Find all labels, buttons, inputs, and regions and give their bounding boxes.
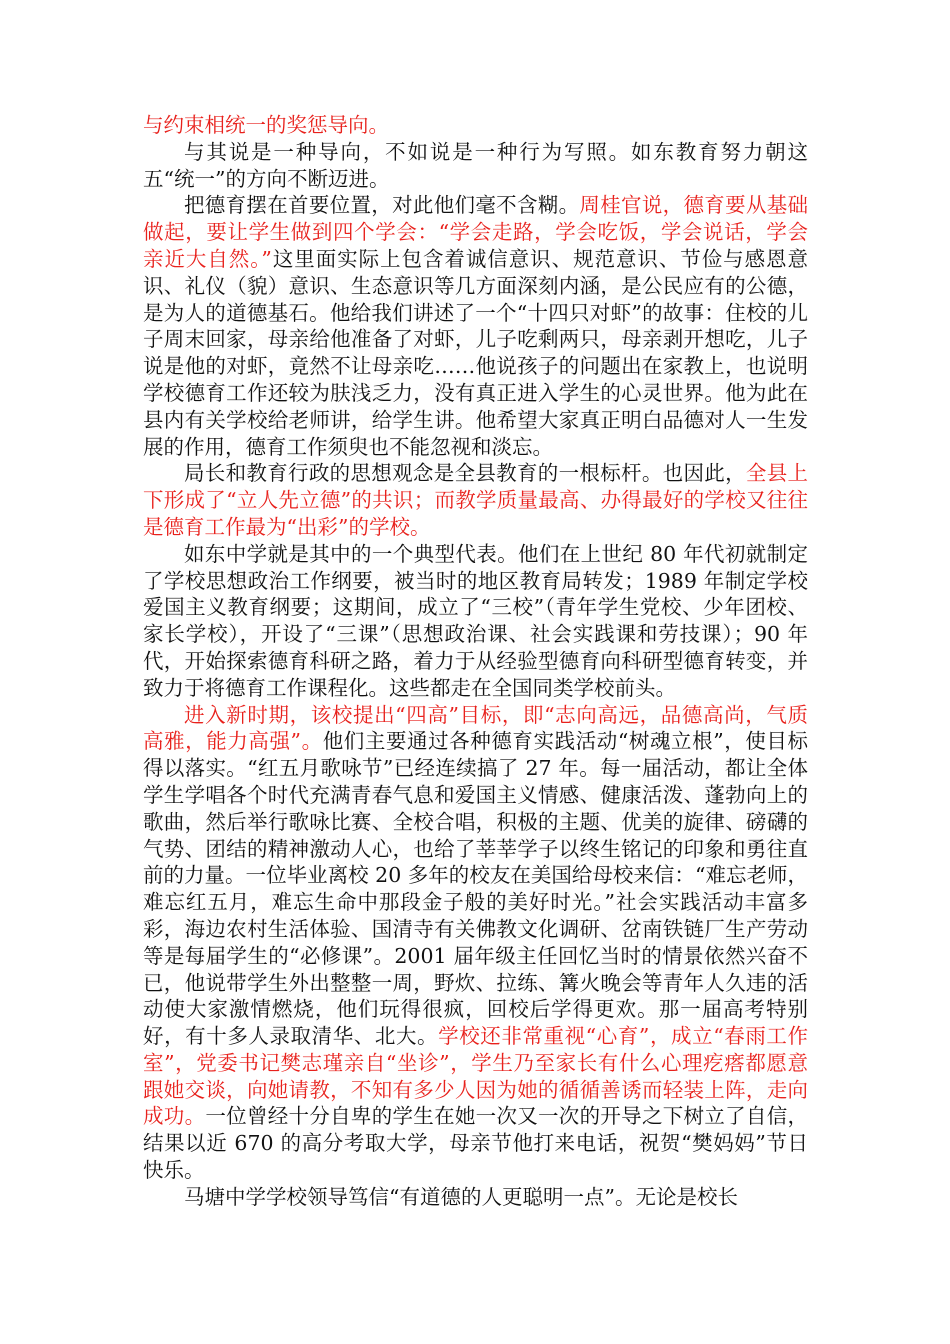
highlighted-text: 与约束相统一的奖惩导向。 <box>143 113 389 137</box>
highlighted-text: 进入新时期，该校提出“四高”目标，即“志向高远，品德高尚，气质高雅，能力高强”。 <box>143 702 808 754</box>
highlighted-text: 全县上下形成了“立人先立德”的共识；而教学质量最高、办得最好的学校又往往是德育工作最为“出彩”的学校。 <box>143 461 809 539</box>
paragraph <box>143 541 808 702</box>
highlighted-text: 周桂官说，德育要从基础做起，要让学生做到四个学会：“学会走路，学会吃饭，学会说话，学会亲近大自然。” <box>143 193 809 271</box>
paragraph <box>143 139 808 193</box>
body-text: 他们主要通过各种德育实践活动“树魂立根”，使目标得以落实。“红五月歌咏节”已经连续搞了 27 年。每一届活动，都让全体学生学唱各个时代充满青春气息和爱国主义情感、健康活泼、蓬勃向上的歌曲，然后举行歌咏比赛、全校合唱，积极的主题、优美的旋律、磅礴的气势、团结的精神激动人心，也给了莘莘学子以终生铭记的印象和勇往直前的力量。一位毕业离校 20 多年的校友在美国给母校来信：“难忘老师，难忘红五月，难忘生命中那段金子般的美好时光。”社会实践活动丰富多彩，海边农村生活体验、国清寺有关佛教文化调研、岔南铁链厂生产劳动等是每届学生的“必修课”。2001 届年级主任回忆当时的情景依然兴奋不已，他说带学生外出整整一周，野炊、拉练、篝火晚会等青年人久违的活动使大家激情燃烧，他们玩得很疯，回校后学得更欢。那一届高考特别好，有十多人录取清华、北大。 <box>143 729 808 1049</box>
paragraph <box>143 702 808 1184</box>
body-text: 与其说是一种导向，不如说是一种行为写照。如东教育努力朝这五“统一”的方向不断迈进。 <box>143 139 808 191</box>
paragraph <box>143 1184 808 1211</box>
paragraph <box>143 112 808 139</box>
document-page <box>143 112 808 1211</box>
body-text: 如东中学就是其中的一个典型代表。他们在上世纪 80 年代初就制定了学校思想政治工作纲要，被当时的地区教育局转发；1989 年制定学校爱国主义教育纲要；这期间，成立了“三校”（青年学生党校、少年团校、家长学校），开设了“三课”（思想政治课、社会实践课和劳技课）；90 年代，开始探索德育科研之路，着力于从经验型德育向科研型德育转变，并致力于将德育工作课程化。这些都走在全国同类学校前头。 <box>143 541 808 700</box>
highlighted-text: 学校还非常重视“心育”，成立“春雨工作室”，党委书记樊志瑾亲自“坐诊”，学生乃至家长有什么心理疙瘩都愿意跟她交谈，向她请教，不知有多少人因为她的循循善诱而轻装上阵，走向成功。 <box>143 1024 808 1129</box>
body-text: 局长和教育行政的思想观念是全县教育的一根标杆。也因此， <box>184 461 746 486</box>
body-text: 这里面实际上包含着诚信意识、规范意识、节俭与感恩意识、礼仪（貌）意识、生态意识等几方面深刻内涵，是公民应有的公德，是为人的道德基石。他给我们讲述了一个“十四只对虾”的故事：住校的儿子周末回家，母亲给他准备了对虾，儿子吃剩两只，母亲剥开想吃，儿子说是他的对虾，竟然不让母亲吃……他说孩子的问题出在家教上，也说明学校德育工作还较为肤浅乏力，没有真正进入学生的心灵世界。他为此在县内有关学校给老师讲，给学生讲。他希望大家真正明白品德对人一生发展的作用，德育工作须臾也不能忽视和淡忘。 <box>143 246 809 459</box>
body-text: 把德育摆在首要位置，对此他们毫不含糊。 <box>184 193 580 218</box>
paragraph <box>143 192 808 460</box>
body-text: 马塘中学学校领导笃信“有道德的人更聪明一点”。无论是校长 <box>184 1184 738 1209</box>
body-text: 一位曾经十分自卑的学生在她一次又一次的开导之下树立了自信，结果以近 670 的高分考取大学，母亲节他打来电话，祝贺“樊妈妈”节日快乐。 <box>143 1104 809 1183</box>
paragraph <box>143 460 808 540</box>
